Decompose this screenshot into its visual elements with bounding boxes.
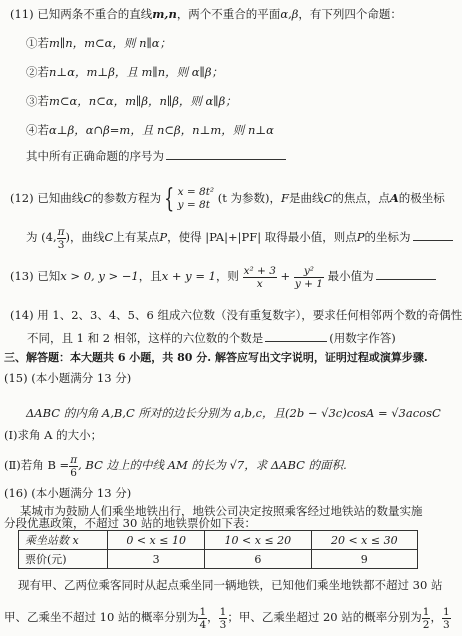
q13-text-c: ，则 [215, 269, 239, 283]
q13-cond: x > 0, y > −1 [60, 269, 139, 283]
fare-table [18, 530, 418, 569]
q13-text-d: 最小值为 [327, 269, 374, 283]
q12-text-d2: 上有某点 [113, 230, 160, 244]
q16-comma-2: ， [430, 610, 442, 624]
q16-f3-den: 2 [422, 618, 430, 631]
table-cell: 票价(元) [19, 550, 108, 569]
q11-stem-text: (11) 已知两条不重合的直线 [10, 7, 153, 21]
q16-f4-num: 1 [442, 605, 450, 618]
q11-item-1 [26, 35, 171, 51]
q12-line-1 [10, 183, 445, 213]
q12-text-e: 是曲线 [289, 191, 324, 205]
q11-vars-planes: α,β [280, 7, 299, 21]
q13-text-a: (13) 已知 [10, 269, 61, 283]
q12-param-system [178, 186, 215, 212]
q12-line-2 [26, 222, 453, 252]
q13-text-b: ，且 [138, 269, 162, 283]
q11-item-4-body: α⊥β，α∩β=m，且 n⊂β，n⊥m，则 n⊥α [49, 123, 274, 137]
q14-text-a: 不同，且 1 和 2 相邻，这样的六位数的个数是 [27, 331, 264, 345]
q15-stem-eq: (2b − √3c)cosA = √3acosC [285, 406, 441, 420]
table-cell: 6 [205, 550, 311, 569]
q11-item-2-label: ②若 [26, 65, 49, 79]
q12-text-f2: ，使得 |PA|+|PF| 取得最小值，则点 [167, 230, 357, 244]
q12-var-p2: P [356, 230, 365, 244]
q15-frac-den: 6 [70, 466, 77, 479]
q16-f2-num: 1 [219, 605, 227, 618]
q12-text-i: 的极坐标 [398, 191, 445, 205]
q15-stem [26, 405, 441, 421]
q16-f1-num: 1 [199, 605, 207, 618]
left-brace-icon: { [164, 184, 175, 214]
q15-frac-num: π [70, 453, 78, 466]
q13-plus: + [280, 269, 291, 283]
q16-line-2: 分段优惠政策，不超过 30 站的地铁票价如下表： [4, 516, 256, 530]
q11-item-3-body: m⊂α，n⊂α，m∥β，n∥β，则 α∥β； [49, 94, 237, 108]
table-cell: 9 [311, 550, 417, 569]
q13-fraction-2 [294, 265, 324, 290]
q12-var-p: P [159, 230, 168, 244]
q16-fraction-4 [442, 606, 451, 631]
q16-f4-den: 3 [442, 618, 450, 631]
q12-fraction-pi-3 [57, 226, 66, 251]
q12-var-c2: C [323, 191, 333, 205]
q15-fraction-pi-6 [69, 454, 78, 479]
q12-var-c3: C [104, 230, 114, 244]
q11-answer-blank[interactable] [166, 148, 286, 160]
q16-f2-den: 3 [219, 618, 227, 631]
q12-var-a: A [389, 191, 399, 205]
q15-heading: (15) (本小题满分 13 分) [4, 371, 132, 385]
q11-item-3 [26, 93, 237, 109]
q11-item-1-label: ①若 [26, 36, 49, 50]
q12-frac-num: π [57, 225, 65, 238]
q13-cond2: x + y = 1 [161, 269, 216, 283]
q13-den2: y + 1 [294, 277, 323, 290]
q12-text-g: 的焦点，点 [332, 191, 390, 205]
q12-text-a: (12) 已知曲线 [10, 191, 84, 205]
q16-line-4 [4, 602, 451, 632]
q11-item-4 [26, 122, 274, 138]
q16-text-a: 甲、乙乘坐不超过 10 站的概率分别为 [4, 610, 199, 624]
table-header-cell: 20 < x ≤ 30 [311, 531, 417, 550]
q14-line-1: (14) 用 1、2、3、4、5、6 组成六位数（没有重复数字），要求任何相邻两个数的奇偶性 [10, 308, 462, 322]
table-row [19, 531, 418, 550]
q13-line [10, 260, 436, 292]
q16-f3-num: 1 [422, 605, 430, 618]
q16-line-1: 某城市为鼓励人们乘坐地铁出行，地铁公司决定按照乘客经过地铁站的数量实施 [20, 504, 423, 518]
q15-p2-text-b: , BC 边上的中线 AM 的长为 √7，求 ΔABC 的面积. [78, 458, 347, 472]
q16-line-3: 现有甲、乙两位乘客同时从起点乘坐同一辆地铁，已知他们乘坐地铁都不超过 30 站 [18, 578, 443, 592]
q14-answer-blank[interactable] [265, 330, 327, 342]
q11-ask [26, 148, 286, 164]
q11-item-2-body: n⊥α，m⊥β，且 m∥n，则 α∥β； [49, 65, 224, 79]
q12-polar-a: 为 (4, [26, 230, 57, 244]
q11-item-3-label: ③若 [26, 94, 49, 108]
q16-comma: ， [207, 610, 219, 624]
q12-frac-den: 3 [57, 238, 65, 251]
q13-num2: y² [294, 265, 324, 278]
q14-text-b: (用数字作答) [329, 331, 396, 345]
q13-num1: x² + 3 [243, 264, 276, 277]
q15-p2-text-a: (Ⅱ)若角 B = [4, 458, 70, 472]
q13-fraction-1 [243, 265, 277, 290]
q15-part-1: (Ⅰ)求角 A 的大小； [4, 428, 103, 442]
section-heading: 三、解答题：本大题共 6 小题，共 80 分. 解答应写出文字说明，证明过程或演算步骤. [4, 351, 428, 364]
table-row [19, 550, 418, 569]
q14-line-2 [27, 330, 396, 346]
table-cell: 3 [108, 550, 205, 569]
table-header-cell: 0 < x ≤ 10 [108, 531, 205, 550]
q11-ask-text: 其中所有正确命题的序号为 [26, 149, 164, 163]
table-header-cell: 乘坐站数 x [19, 531, 108, 550]
q13-den1: x [256, 277, 263, 290]
q12-var-f: F [281, 191, 290, 205]
q12-var-c: C [83, 191, 93, 205]
q11-vars-lines: m,n [152, 7, 177, 21]
q12-text-h2: 的坐标为 [364, 230, 411, 244]
q15-stem-text: ΔABC 的内角 A,B,C 所对的边长分别为 a,b,c，且 [26, 406, 286, 420]
q12-polar-b: )，曲线 [65, 230, 105, 244]
q13-answer-blank[interactable] [376, 268, 436, 280]
q16-fraction-1 [198, 606, 207, 631]
q12-answer-blank[interactable] [413, 229, 453, 241]
q11-stem [10, 6, 402, 22]
table-header-cell: 10 < x ≤ 20 [205, 531, 311, 550]
q12-text-b: 的参数方程为 [92, 191, 162, 205]
q11-stem-text-3: ，有下列四个命题： [298, 7, 402, 21]
q12-eq2: y = 8t [177, 199, 210, 211]
q11-item-4-label: ④若 [26, 123, 49, 137]
q16-heading: (16) (本小题满分 13 分) [4, 486, 132, 500]
q11-item-2 [26, 64, 223, 80]
q16-f1-den: 4 [199, 618, 207, 631]
q11-stem-text-2: ，两个不重合的平面 [176, 7, 281, 21]
q15-part-2 [4, 451, 347, 479]
q12-param-note: (t 为参数)， [217, 191, 282, 205]
q16-text-b: ；甲、乙乘坐超过 20 站的概率分别为 [227, 610, 422, 624]
q11-item-1-body: m∥n，m⊂α，则 n∥α； [49, 36, 172, 50]
q12-eq1: x = 8t² [177, 186, 215, 198]
